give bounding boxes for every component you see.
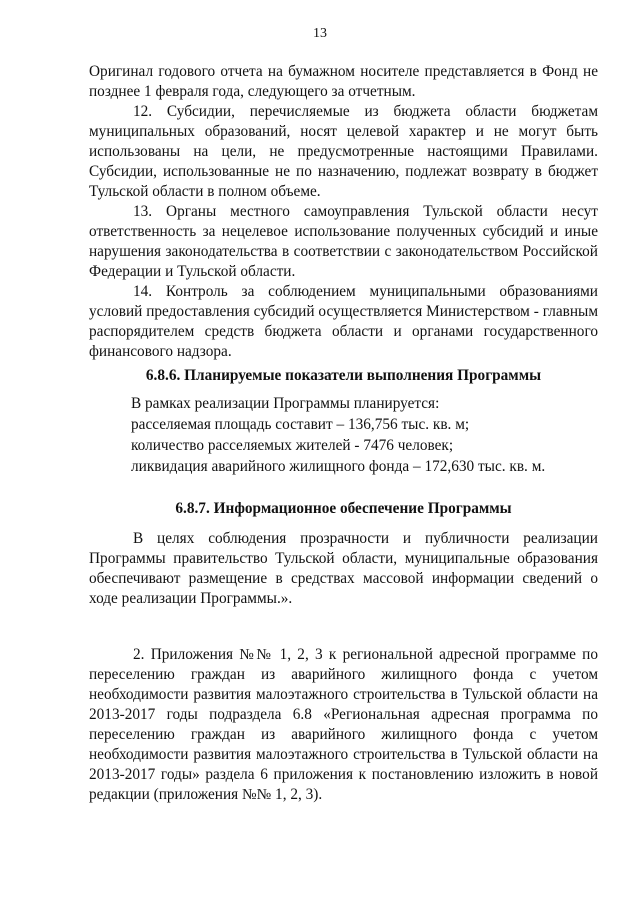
indicator-residents: количество расселяемых жителей - 7476 человек; — [131, 437, 454, 454]
paragraph-13: 13. Органы местного самоуправления Тульской области несут ответственность за нецелевое использование полученных субсидий и иные нарушения законодательства в соответствии с законодательством Российской Федерации и Тульской области. — [89, 203, 598, 280]
paragraph-12: 12. Субсидии, перечисляемые из бюджета области бюджетам муниципальных образований, носят целевой характер и не могут быть использованы на цели, не предусмотренные настоящими Правилами. Субсидии, использованные не по назначению, подлежат возврату в бюджет Тульской области в полном объеме. — [89, 103, 598, 200]
paragraph-item-2: 2. Приложения №№ 1, 2, 3 к региональной адресной программе по переселению граждан из аварийного жилищного фонда с учетом необходимости развития малоэтажного строительства в Тульской области на 2013-2017 годы подраздела 6.8 «Региональная адресная программа по переселению граждан из аварийного жилищного фонда с учетом необходимости развития малоэтажного строительства в Тульской области на 2013-2017 годы» раздела 6 приложения к постановлению изложить в новой редакции (приложения №№ 1, 2, 3). — [89, 646, 598, 803]
section-687-text: В целях соблюдения прозрачности и публичности реализации Программы правительство Тульской области, муниципальные образования обеспечивают размещение в средствах массовой информации сведений о ходе реализации Программы.». — [89, 530, 598, 607]
section-heading-686: 6.8.6. Планируемые показатели выполнения Программы — [145, 367, 542, 384]
indicator-area: расселяемая площадь составит – 136,756 тыс. кв. м; — [131, 416, 470, 433]
document-body — [89, 62, 598, 805]
page-number: 13 — [313, 26, 327, 41]
section-686-intro: В рамках реализации Программы планируется: — [131, 395, 440, 412]
indicator-liquidation: ликвидация аварийного жилищного фонда – 172,630 тыс. кв. м. — [131, 458, 546, 475]
paragraph-14: 14. Контроль за соблюдением муниципальными образованиями условий предоставления субсидий осуществляется Министерством - главным распорядителем средств бюджета области и органами государственного финансового надзора. — [89, 283, 598, 360]
paragraph-annual-report: Оригинал годового отчета на бумажном носителе представляется в Фонд не позднее 1 февраля года, следующего за отчетным. — [89, 63, 598, 100]
section-heading-687: 6.8.7. Информационное обеспечение Программы — [175, 500, 512, 517]
